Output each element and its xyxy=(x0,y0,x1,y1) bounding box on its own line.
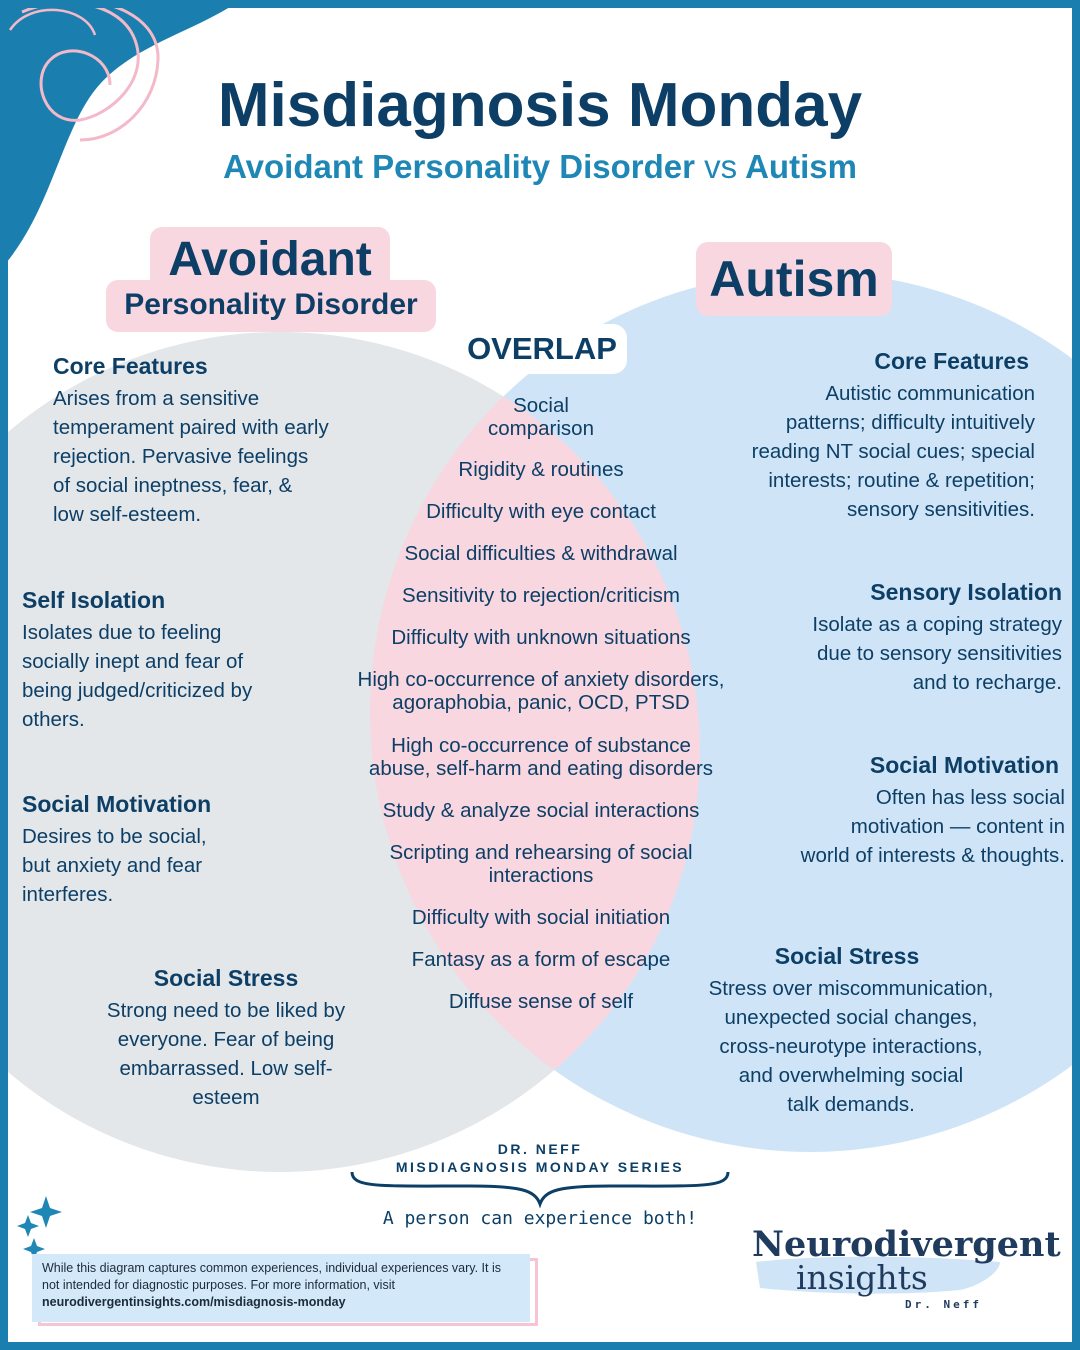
section-heading: Core Features xyxy=(874,348,1029,374)
both-note: A person can experience both! xyxy=(382,1208,698,1229)
logo-neurodivergent: Neurodivergent xyxy=(752,1224,1061,1265)
overlap-item: High co-occurrence of anxiety disorders, agoraphobia, panic, OCD, PTSD xyxy=(357,668,725,714)
section-text: Desires to be social, but anxiety and fear interferes. xyxy=(22,825,207,906)
left-self-isolation xyxy=(22,587,322,734)
section-heading: Social Motivation xyxy=(22,791,212,817)
section-heading: Self Isolation xyxy=(22,587,166,613)
left-social-motivation xyxy=(22,791,322,909)
disclaimer-link[interactable]: neurodivergentinsights.com/misdiagnosis-monday xyxy=(42,1295,346,1309)
section-heading: Sensory Isolation xyxy=(870,579,1062,605)
logo-insights: insights xyxy=(796,1258,928,1297)
overlap-item: High co-occurrence of substance abuse, self-harm and eating disorders xyxy=(368,734,714,780)
avoidant-label-sub: Personality Disorder xyxy=(124,288,418,321)
disclaimer: While this diagram captures common experiences, individual experiences vary. It is not intended for diagnostic purposes. For more information, visit neurodivergentinsights.com/misdiagnosis-monday xyxy=(32,1254,530,1322)
left-social-stress xyxy=(76,965,376,1112)
overlap-item: Difficulty with unknown situations xyxy=(391,626,691,649)
subtitle-right: Autism xyxy=(745,148,857,185)
section-heading: Core Features xyxy=(53,353,208,379)
sparkle-icons xyxy=(17,1196,62,1260)
section-text: Isolate as a coping strategy due to sensory sensitivities and to recharge. xyxy=(812,613,1062,694)
section-heading: Social Stress xyxy=(153,965,299,991)
overlap-item: Study & analyze social interactions xyxy=(382,799,700,822)
section-text: Strong need to be liked by everyone. Fear of being embarrassed. Low self- esteem xyxy=(106,999,346,1109)
overlap-label: OVERLAP xyxy=(457,324,627,374)
logo-dr-neff: Dr. Neff xyxy=(905,1298,982,1311)
page-subtitle xyxy=(0,148,1080,186)
overlap-item: Diffuse sense of self xyxy=(448,990,634,1013)
section-heading: Social Stress xyxy=(774,943,920,969)
section-text: Autistic communication patterns; difficulty intuitively reading NT social cues; special interests; routine & repetition; sensory sensitivities. xyxy=(751,382,1035,521)
overlap-item: Sensitivity to rejection/criticism xyxy=(402,584,680,607)
bracket-line xyxy=(352,1172,728,1204)
series-credit: DR. NEFF MISDIAGNOSIS MONDAY SERIES xyxy=(395,1141,685,1175)
overlap-item: Scripting and rehearsing of social interactions xyxy=(389,841,693,887)
section-text: Often has less social motivation — content in world of interests & thoughts. xyxy=(800,786,1065,867)
page-title: Misdiagnosis Monday xyxy=(217,71,863,140)
overlap-item: Difficulty with social initiation xyxy=(411,906,671,929)
subtitle-left: Avoidant Personality Disorder xyxy=(223,148,695,185)
right-social-motivation xyxy=(745,752,1065,870)
section-text: Isolates due to feeling socially inept and fear of being judged/criticized by others. xyxy=(22,621,253,731)
overlap-item: Rigidity & routines xyxy=(458,458,624,481)
avoidant-label: Avoidant xyxy=(168,233,372,286)
overlap-item: Social difficulties & withdrawal xyxy=(404,542,678,565)
overlap-item: Social comparison xyxy=(488,394,594,440)
section-text: Stress over miscommunication, unexpected social changes, cross-neurotype interactions, and overwhelming social talk demands. xyxy=(708,977,994,1116)
autism-label: Autism xyxy=(709,251,879,307)
subtitle-vs: vs xyxy=(704,148,738,185)
section-text: Arises from a sensitive temperament paired with early rejection. Pervasive feelings of social ineptness, fear, & low self-esteem. xyxy=(53,387,329,526)
overlap-item: Fantasy as a form of escape xyxy=(411,948,671,971)
right-sensory-isolation xyxy=(762,579,1062,697)
section-heading: Social Motivation xyxy=(869,752,1059,778)
overlap-item: Difficulty with eye contact xyxy=(426,500,656,523)
